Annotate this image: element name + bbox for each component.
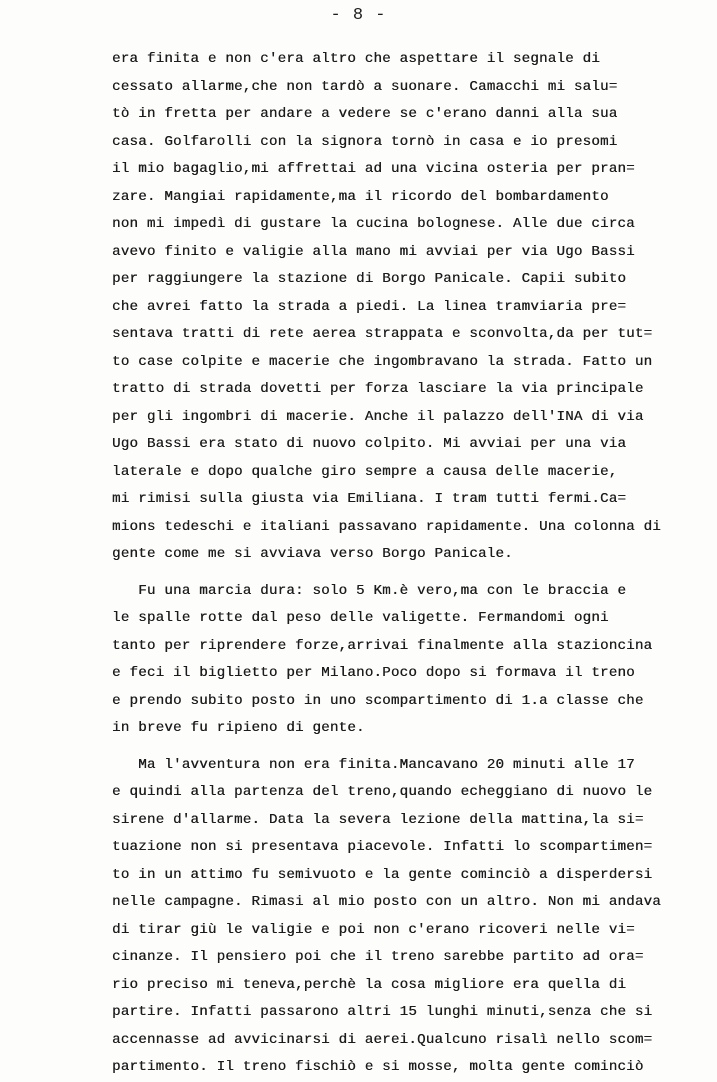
text-line: to in un attimo fu semivuoto e la gente cominciò a disperdersi — [112, 866, 653, 883]
text-line: per raggiungere la stazione di Borgo Panicale. Capii subito — [112, 271, 627, 287]
text-line: tratto di strada dovetti per forza lasciare la via principale — [112, 381, 644, 397]
paragraph — [112, 46, 712, 569]
paragraph — [112, 578, 712, 743]
text-line: tò in fretta per andare a vedere se c'erano danni alla sua — [112, 106, 618, 122]
text-line: mions tedeschi e italiani passavano rapidamente. Una colonna di — [112, 518, 661, 535]
text-line: mi rimisi sulla giusta via Emiliana. I tram tutti fermi.Ca= — [112, 491, 627, 507]
page-number: - 8 - — [330, 6, 387, 25]
text-line: avevo finito e valigie alla mano mi avviai per via Ugo Bassi — [112, 243, 635, 260]
text-line: casa. Golfarolli con la signora tornò in casa e io presomi — [112, 133, 618, 150]
paragraph — [112, 752, 712, 1082]
text-line: tanto per riprendere forze,arrivai finalmente alla stazioncina — [112, 637, 653, 654]
text-line: e feci il biglietto per Milano.Poco dopo si formava il treno — [112, 665, 635, 681]
text-line: Ugo Bassi era stato di nuovo colpito. Mi avviai per una via — [112, 436, 627, 452]
text-line: tuazione non si presentava piacevole. Infatti lo scompartimen= — [112, 839, 653, 855]
text-line: Fu una marcia dura: solo 5 Km.è vero,ma con le braccia e — [112, 582, 627, 599]
text-line: sentava tratti di rete aerea strappata e sconvolta,da per tut= — [112, 326, 653, 342]
text-line: le spalle rotte dal peso delle valigette. Fermandomi ogni — [112, 610, 609, 626]
text-line: gente come me si avviava verso Borgo Panicale. — [112, 546, 513, 562]
text-line: laterale e dopo qualche giro sempre a causa delle macerie, — [112, 463, 618, 480]
text-line: e quindi alla partenza del treno,quando echeggiano di nuovo le — [112, 784, 653, 800]
text-line: in breve fu ripieno di gente. — [112, 720, 365, 736]
text-line: non mi impedì di gustare la cucina bolognese. Alle due circa — [112, 216, 635, 232]
text-line: che avrei fatto la strada a piedi. La linea tramviaria pre= — [112, 298, 627, 315]
text-line: cinanze. Il pensiero poi che il treno sarebbe partito ad ora= — [112, 949, 644, 965]
text-line: Ma l'avventura non era finita.Mancavano 20 minuti alle 17 — [112, 756, 635, 773]
text-line: e prendo subito posto in uno scompartimento di 1.a classe che — [112, 692, 644, 709]
body-text — [112, 46, 712, 1082]
text-line: era finita e non c'era altro che aspettare il segnale di — [112, 51, 600, 67]
text-line: cessato allarme,che non tardò a suonare. Camacchi mi salu= — [112, 78, 618, 95]
text-line: per gli ingombri di macerie. Anche il palazzo dell'INA di via — [112, 408, 644, 425]
text-line: sirene d'allarme. Data la severa lezione della mattina,la si= — [112, 811, 644, 828]
text-line: to case colpite e macerie che ingombravano la strada. Fatto un — [112, 353, 653, 370]
text-line: di tirar giù le valigie e poi non c'erano ricoveri nelle vi= — [112, 921, 635, 938]
text-line: rio preciso mi teneva,perchè la cosa migliore era quella di — [112, 976, 627, 993]
text-line: partire. Infatti passarono altri 15 lunghi minuti,senza che si — [112, 1004, 653, 1020]
text-line: accennasse ad avvicinarsi di aerei.Qualcuno risalì nello scom= — [112, 1031, 653, 1048]
text-line: il mio bagaglio,mi affrettai ad una vicina osteria per pran= — [112, 161, 635, 177]
text-line: nelle campagne. Rimasi al mio posto con un altro. Non mi andava — [112, 894, 661, 910]
text-line: zare. Mangiai rapidamente,ma il ricordo del bombardamento — [112, 188, 609, 205]
text-line: partimento. Il treno fischiò e si mosse, molta gente cominciò — [112, 1059, 644, 1075]
